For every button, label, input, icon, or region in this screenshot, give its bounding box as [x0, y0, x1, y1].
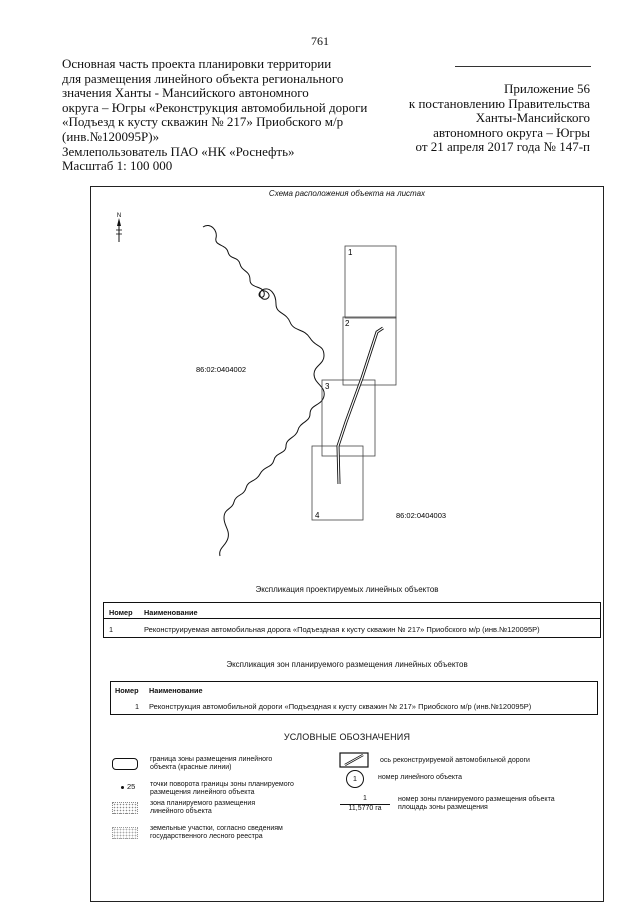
appendix-line: Приложение 56 [503, 81, 590, 96]
appendix-line: к постановлению Правительства [408, 95, 590, 111]
row-number: 1 [109, 625, 114, 634]
road-axis [338, 328, 383, 484]
row-number: 1 [135, 702, 140, 711]
legend-boundary: граница зоны размещения линейного объекта (красные линии) [150, 756, 273, 772]
col-number: Номер [115, 686, 139, 695]
title-line: для размещения линейного объекта регионального [62, 70, 344, 86]
appendix-block [340, 82, 590, 155]
legend-zone-number: номер зоны планируемого размещения объекта площадь зоны размещения [398, 796, 555, 812]
forest-swatch [112, 827, 138, 839]
title-line: значения Ханты - Мансийского автономного [62, 85, 309, 101]
legend-points: точки поворота границы зоны планируемого размещения линейного объекта [150, 781, 294, 797]
table-divider [104, 618, 600, 619]
river-line [203, 225, 324, 556]
zones-table-title: Экспликация зон планируемого размещения линейных объектов [226, 660, 468, 669]
appendix-line: автономного округа – Югры [433, 124, 590, 140]
scale: Масштаб 1: 100 000 [62, 158, 173, 174]
zone-area-sample: 11,5770 га [348, 805, 382, 812]
sheet-label: 4 [315, 511, 320, 520]
row-name: Реконструируемая автомобильная дорога «Подъездная к кусту скважин № 217» Приобского м/р (инв.№120095Р) [144, 625, 540, 634]
objects-table-title: Экспликация проектируемых линейных объектов [255, 585, 439, 594]
zone-number-sample: 1 [363, 795, 367, 802]
land-user: Землепользователь ПАО «НК «Роснефть» [62, 143, 295, 159]
sheet-label: 3 [325, 382, 330, 391]
cadastral-right: 86:02:0404003 [396, 511, 447, 520]
appendix-rule [455, 66, 591, 67]
legend-axis: ось реконструируемой автомобильной дороги [380, 757, 530, 764]
col-name: Наименование [149, 686, 203, 695]
sheet-label: 1 [348, 248, 353, 257]
col-number: Номер [109, 608, 133, 617]
point-dot-icon [121, 786, 124, 789]
sheet-label: 2 [345, 319, 350, 328]
map-title: Схема расположения объекта на листах [268, 189, 426, 198]
north-arrow-icon [116, 218, 122, 242]
point-sample: 25 [127, 782, 136, 791]
legend-title: УСЛОВНЫЕ ОБОЗНАЧЕНИЯ [283, 732, 411, 742]
title-line: (инв.№120095Р)» [62, 128, 160, 144]
title-line: округа – Югры «Реконструкция автомобильной дороги [62, 99, 368, 115]
page-number: 761 [311, 34, 329, 48]
appendix-line: от 21 апреля 2017 года № 147-п [415, 139, 590, 155]
legend-forest: земельные участки, согласно сведениям государственного лесного реестра [150, 825, 283, 841]
legend-zone: зона планируемого размещения линейного объекта [150, 800, 256, 816]
row-name: Реконструкция автомобильной дороги «Подъездная к кусту скважин № 217» Приобского м/р (инв.№120095Р) [149, 702, 532, 711]
title-line: «Подъезд к кусту скважин № 217» Приобского м/р [62, 114, 344, 130]
sheet-1 [345, 246, 396, 318]
col-name: Наименование [144, 608, 198, 617]
object-number-sample: 1 [352, 774, 358, 783]
objects-table [103, 602, 601, 638]
location-map [100, 200, 600, 580]
boundary-swatch [112, 758, 138, 770]
document-title [62, 56, 368, 174]
cadastral-left: 86:02:0404002 [196, 365, 247, 374]
zones-table [110, 681, 598, 715]
appendix-line: Ханты-Мансийского [475, 110, 590, 126]
legend-object-number: номер линейного объекта [378, 774, 463, 781]
zone-swatch [112, 802, 138, 814]
title-line: Основная часть проекта планировки территории [62, 56, 332, 71]
axis-swatch [339, 752, 369, 768]
north-label: N [116, 213, 122, 219]
